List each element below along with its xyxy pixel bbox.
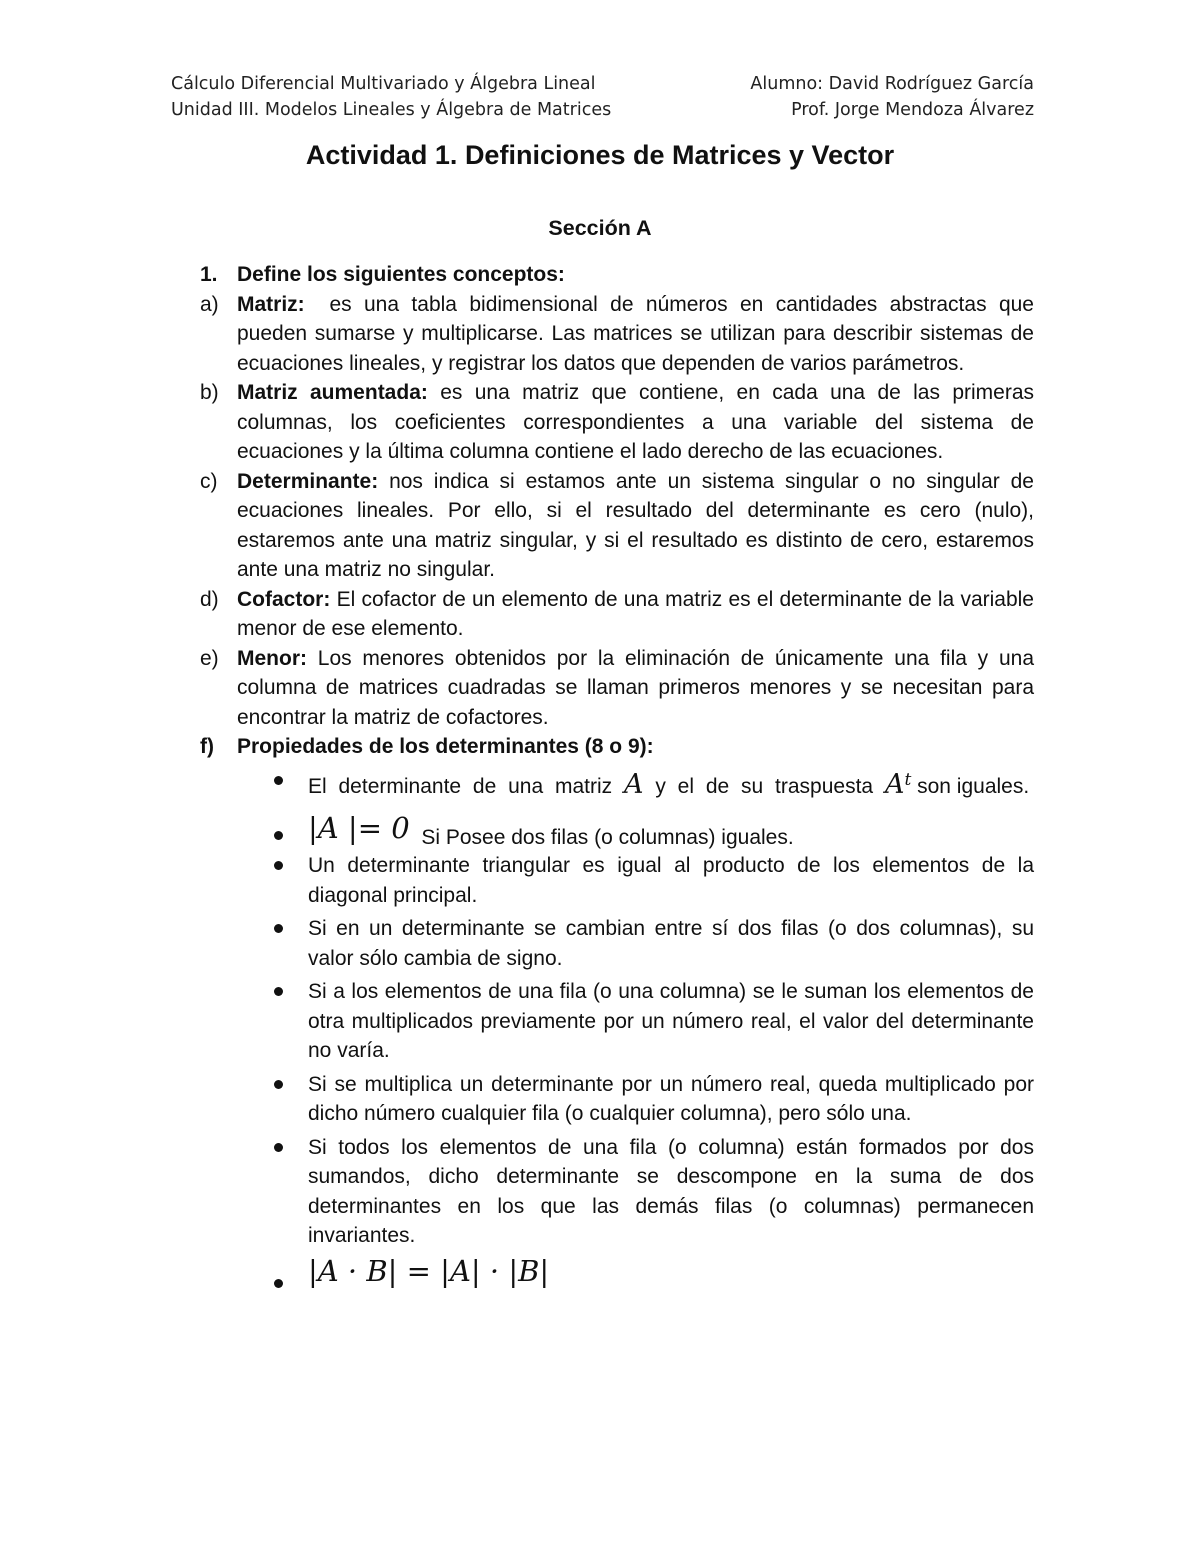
definition-term: Cofactor:	[237, 587, 331, 611]
math-symbol-a-transpose: A	[884, 768, 905, 800]
math-superscript-t: t	[904, 769, 912, 790]
property-product	[200, 1251, 1034, 1295]
definition-marker: a)	[200, 292, 219, 316]
bullet-icon	[274, 776, 283, 785]
bullet-icon	[274, 987, 283, 996]
unit-name: Unidad III. Modelos Lineales y Álgebra de Matrices	[171, 100, 612, 120]
definition-term: Menor:	[237, 646, 307, 670]
definition-marker: c)	[200, 469, 218, 493]
property-equal-rows	[200, 809, 1034, 851]
definition-term: Matriz:	[237, 292, 305, 316]
student-name: Alumno: David Rodríguez García	[750, 74, 1034, 94]
property-item	[200, 977, 1034, 1066]
property-text: Un determinante triangular es igual al producto de los elementos de la diagonal principal.	[308, 854, 1034, 907]
bullet-icon	[274, 1080, 283, 1089]
definition-marker: b)	[200, 381, 219, 404]
definition-matriz-aumentada	[200, 378, 1034, 467]
bullet-icon	[274, 861, 283, 870]
document-body	[200, 260, 1040, 1295]
definition-cofactor	[200, 585, 1034, 644]
definition-matriz	[200, 290, 1040, 379]
property-text: Si Posee dos filas (o columnas) iguales.	[409, 826, 794, 849]
question-1	[200, 260, 1034, 290]
properties-marker: f)	[200, 735, 214, 758]
definition-menor	[200, 644, 1034, 733]
bullet-icon	[274, 1143, 283, 1152]
question-number: 1.	[200, 263, 218, 286]
properties-list	[200, 766, 1034, 1295]
property-item	[200, 851, 1034, 910]
question-text: Define los siguientes conceptos:	[237, 263, 565, 286]
definition-determinante	[200, 467, 1034, 585]
bullet-icon	[274, 1279, 283, 1288]
property-text: Si en un determinante se cambian entre sí dos filas (o dos columnas), su valor sólo cambia de signo.	[308, 917, 1034, 970]
definition-marker: d)	[200, 587, 219, 611]
math-symbol-a: A	[623, 768, 644, 800]
definition-term: Determinante:	[237, 469, 379, 493]
property-text: El determinante de una matriz	[308, 774, 624, 798]
property-text: son iguales.	[911, 774, 1030, 798]
definition-term: Matriz aumentada:	[237, 381, 428, 404]
property-item	[200, 914, 1034, 973]
page-title: Actividad 1. Definiciones de Matrices y Vector	[305, 140, 895, 170]
section-heading: Sección A	[548, 216, 652, 240]
math-formula: |A |= 0	[308, 811, 410, 845]
bullet-icon	[274, 924, 283, 933]
property-transpose	[200, 766, 1034, 802]
definition-text: es una tabla bidimensional de números en cantidades abstractas que pueden sumarse y multiplicarse. Las matrices se utilizan para describir sistemas de ecuaciones lineales, y registrar los datos que dependen de varios parámetros.	[237, 292, 1040, 375]
properties-heading-text: Propiedades de los determinantes (8 o 9):	[237, 735, 654, 758]
definition-text: es una matriz que contiene, en cada una de las primeras columnas, los coeficientes correspondientes a una variable del sistema de ecuaciones y la última columna contiene el lado derecho de las ecuaciones.	[237, 381, 1034, 463]
course-name: Cálculo Diferencial Multivariado y Álgebra Lineal	[171, 74, 596, 94]
property-text: Si se multiplica un determinante por un número real, queda multiplicado por dicho número cualquier fila (o cualquier columna), pero sólo una.	[308, 1072, 1034, 1125]
property-text: Si todos los elementos de una fila (o columna) están formados por dos sumandos, dicho determinante se descompone en la suma de dos determinantes en los que las demás filas (o columnas) permanecen invariantes.	[308, 1135, 1034, 1247]
property-item	[200, 1070, 1034, 1129]
definition-text: Los menores obtenidos por la eliminación de únicamente una fila y una columna de matrices cuadradas se llaman primeros menores y se necesitan para encontrar la matriz de cofactores.	[237, 646, 1034, 729]
properties-heading	[200, 732, 1034, 762]
property-text: Si a los elementos de una fila (o una columna) se le suman los elementos de otra multiplicados previamente por un número real, el valor del determinante no varía.	[308, 980, 1034, 1062]
bullet-icon	[274, 831, 283, 840]
professor-name: Prof. Jorge Mendoza Álvarez	[791, 100, 1034, 120]
property-text: y el de su traspuesta	[643, 774, 885, 798]
definition-marker: e)	[200, 646, 219, 670]
definition-text: El cofactor de un elemento de una matriz es el determinante de la variable menor de ese elemento.	[237, 587, 1034, 640]
definition-text: nos indica si estamos ante un sistema singular o no singular de ecuaciones lineales. Por ello, si el resultado del determinante es cero (nulo), estaremos ante una matriz singular, y si el resultado es distinto de cero, estaremos ante una matriz no singular.	[237, 469, 1034, 581]
math-formula: |A · B| = |A| · |B|	[308, 1253, 550, 1288]
property-item	[200, 1133, 1034, 1251]
